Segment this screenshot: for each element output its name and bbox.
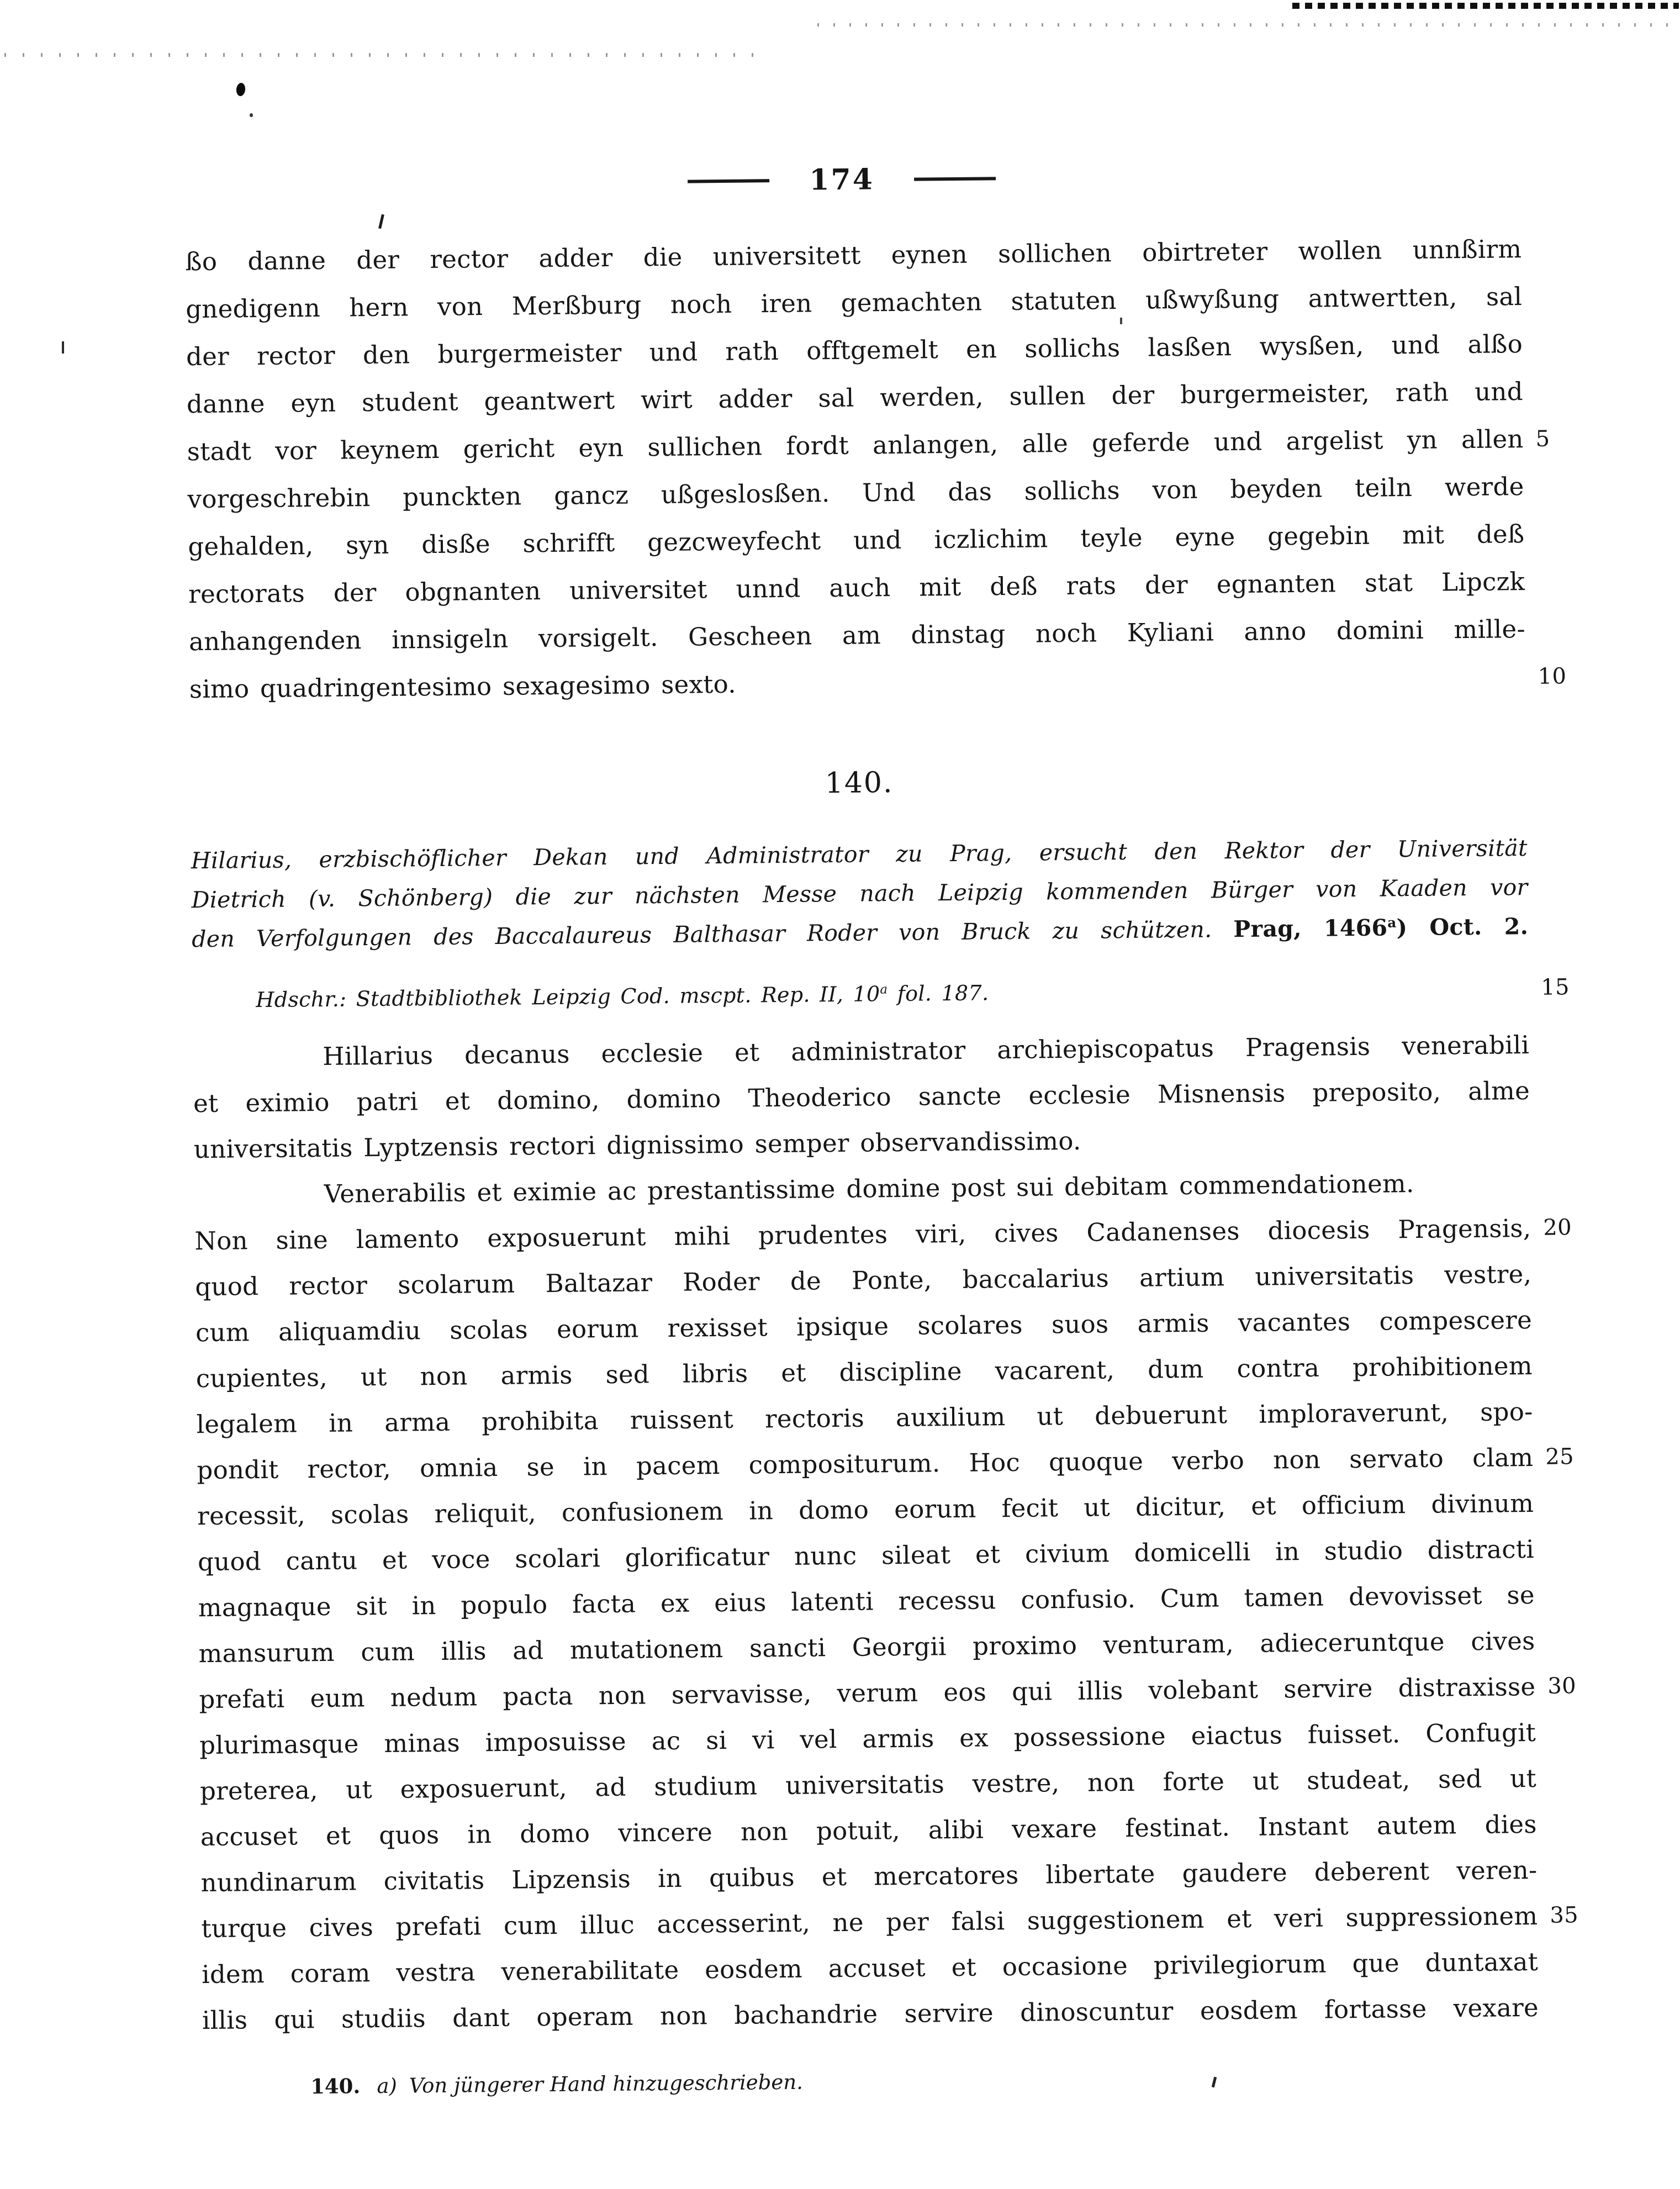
- text-line: accuset et quos in domo vincere non potuit, alibi vexare festinat. Instant autem dies: [200, 1809, 1537, 1852]
- text-line: Hillarius decanus ecclesie et administrator archiepiscopatus Pragensis venerabili: [323, 1030, 1530, 1071]
- text-line: danne eyn student geantwert wirt adder sal werden, sullen der burgermeister, rath und: [186, 377, 1524, 419]
- margin-line-number: 25: [1545, 1444, 1575, 1470]
- source-note-line: Hdschr.: Stadtbibliothek Leipzig Cod. mscpt. Rep. II, 10$^a$ fol. 187. 15: [192, 971, 1529, 1017]
- text-line: gnedigenn hern von Merßburg noch iren gemachten statuten ußwyßung antwertten, sal: [186, 282, 1523, 324]
- text-line: recessit, scolas reliquit, confusionem in domo eorum fecit ut dicitur, et officium divinum: [197, 1488, 1534, 1531]
- text-line: universitatis Lyptzensis rectori dignissimo semper observandissimo.: [193, 1126, 1081, 1164]
- text-line: simo quadringentesimo sexagesimo sexto. 10: [189, 653, 1526, 713]
- page-number: 174: [809, 162, 875, 197]
- text-line: preterea, ut exposuerunt, ad studium universitatis vestre, non forte ut studeat, sed ut: [199, 1763, 1537, 1806]
- footnote-marker: a): [377, 2074, 398, 2098]
- text-line: prefati eum nedum pacta non servavisse, verum eos qui illis volebant servire distraxisse 30: [199, 1664, 1536, 1722]
- german-paragraph: [185, 225, 1567, 713]
- margin-line-number: 20: [1543, 1215, 1572, 1241]
- margin-line-number: 35: [1550, 1902, 1579, 1928]
- footnote: [310, 2067, 803, 2102]
- text-line: nundinarum civitatis Lipzensis in quibus et mercatores libertate gaudere deberent veren-: [200, 1855, 1538, 1898]
- margin-line-number: 30: [1547, 1673, 1577, 1699]
- text-line: rectorats der obgnanten universitet unnd auch mit deß rats der egnanten stat Lipczk: [188, 567, 1525, 609]
- text-line: cum aliquamdiu scolas eorum rexisset ipsique scolares suos armis vacantes compescere: [195, 1305, 1533, 1348]
- text-line: magnaque sit in populo facta ex eius latenti recessu confusio. Cum tamen devovisset se: [198, 1580, 1535, 1623]
- text-line: der rector den burgermeister und rath offtgemelt en sollichs lasßen wysßen, und alßo: [186, 329, 1523, 372]
- summary-line: den Verfolgungen des Baccalaureus Balthasar Roder von Bruck zu schützen. Prag, 1466$^a$) Oct. 2.: [192, 913, 1529, 953]
- text-line: ßo danne der rector adder die universitett eynen sollichen obirtreter wollen unnßirm: [185, 234, 1522, 277]
- text-line: illis qui studiis dant operam non bachandrie servire dinoscuntur eosdem fortasse vexare: [202, 1992, 1539, 2035]
- latin-letter: [193, 1022, 1579, 2043]
- date-place-bold: Prag, 1466$^a$) Oct. 2.: [1233, 913, 1529, 943]
- document-summary: [191, 829, 1529, 959]
- source-note: [192, 971, 1570, 1017]
- text-line: legalem in arma prohibita ruissent rectoris auxilium ut debuerunt imploraverunt, spo-: [196, 1396, 1533, 1439]
- text-line: mansurum cum illis ad mutationem sancti Georgii proximo venturam, adieceruntque cives: [198, 1626, 1535, 1669]
- margin-line-number: 10: [1538, 663, 1567, 689]
- text-line: idem coram vestra venerabilitate eosdem accuset et occasione privilegiorum que duntaxat: [201, 1947, 1539, 1990]
- summary-line: Dietrich (v. Schönberg) die zur nächsten Messe nach Leipzig kommenden Bürger von Kaaden vor: [191, 874, 1528, 914]
- text-line: pondit rector, omnia se in pacem compositurum. Hoc quoque verbo non servato clam 25: [197, 1434, 1534, 1493]
- text-line: gehalden, syn disße schrifft gezcweyfecht und iczlichim teyle eyne gegebin mit deß: [188, 519, 1525, 562]
- footnote-marker-sup: a: [1387, 914, 1397, 931]
- text-line: Non sine lamento exposuerunt mihi prudentes viri, cives Cadanenses diocesis Pragensis, 20: [194, 1205, 1531, 1264]
- footnote-marker-sup: a: [880, 982, 888, 997]
- text-line: stadt vor keynem gericht eyn sullichen fordt anlangen, alle geferde und argelist yn allen 5: [187, 415, 1524, 476]
- header-rule-left: [688, 179, 769, 183]
- footnote-text: Von jüngerer Hand hinzugeschrieben.: [409, 2070, 804, 2098]
- text-line: turque cives prefati cum illuc accesserint, ne per falsi suggestionem et veri suppressionem 35: [201, 1893, 1538, 1951]
- margin-line-number: 5: [1535, 426, 1550, 452]
- header-rule-right: [914, 177, 996, 181]
- text-line: plurimasque minas imposuisse ac si vi vel armis ex possessione eiactus fuisset. Confugit: [199, 1717, 1536, 1760]
- text-line: vorgeschrebin punckten gancz ußgeslosßen. Und das sollichs von beyden teiln werde: [187, 472, 1524, 514]
- text-line: cupientes, ut non armis sed libris et discipline vacarent, dum contra prohibitionem: [196, 1351, 1533, 1394]
- text-line: Venerabilis et eximie ac prestantissime domine post sui debitam commendationem.: [324, 1169, 1414, 1209]
- text-line: et eximio patri et domino, domino Theoderico sancte ecclesie Misnensis preposito, alme: [193, 1076, 1530, 1119]
- text-line: quod rector scolarum Baltazar Roder de Ponte, baccalarius artium universitatis vestre,: [195, 1259, 1532, 1302]
- page-header: [0, 154, 1680, 206]
- text-line: quod cantu et voce scolari glorificatur nunc sileat et civium domicelli in studio distracti: [197, 1534, 1535, 1577]
- document-heading: 140.: [825, 766, 894, 800]
- text-line: anhangenden innsigeln vorsigelt. Gescheen am dinstag noch Kyliani anno domini mille-: [188, 614, 1526, 657]
- margin-line-number: 15: [1540, 974, 1570, 1000]
- summary-line: Hilarius, erzbischöflicher Dekan und Administrator zu Prag, ersucht den Rektor der Universität: [191, 835, 1528, 874]
- footnote-doc-number: 140.: [310, 2074, 361, 2099]
